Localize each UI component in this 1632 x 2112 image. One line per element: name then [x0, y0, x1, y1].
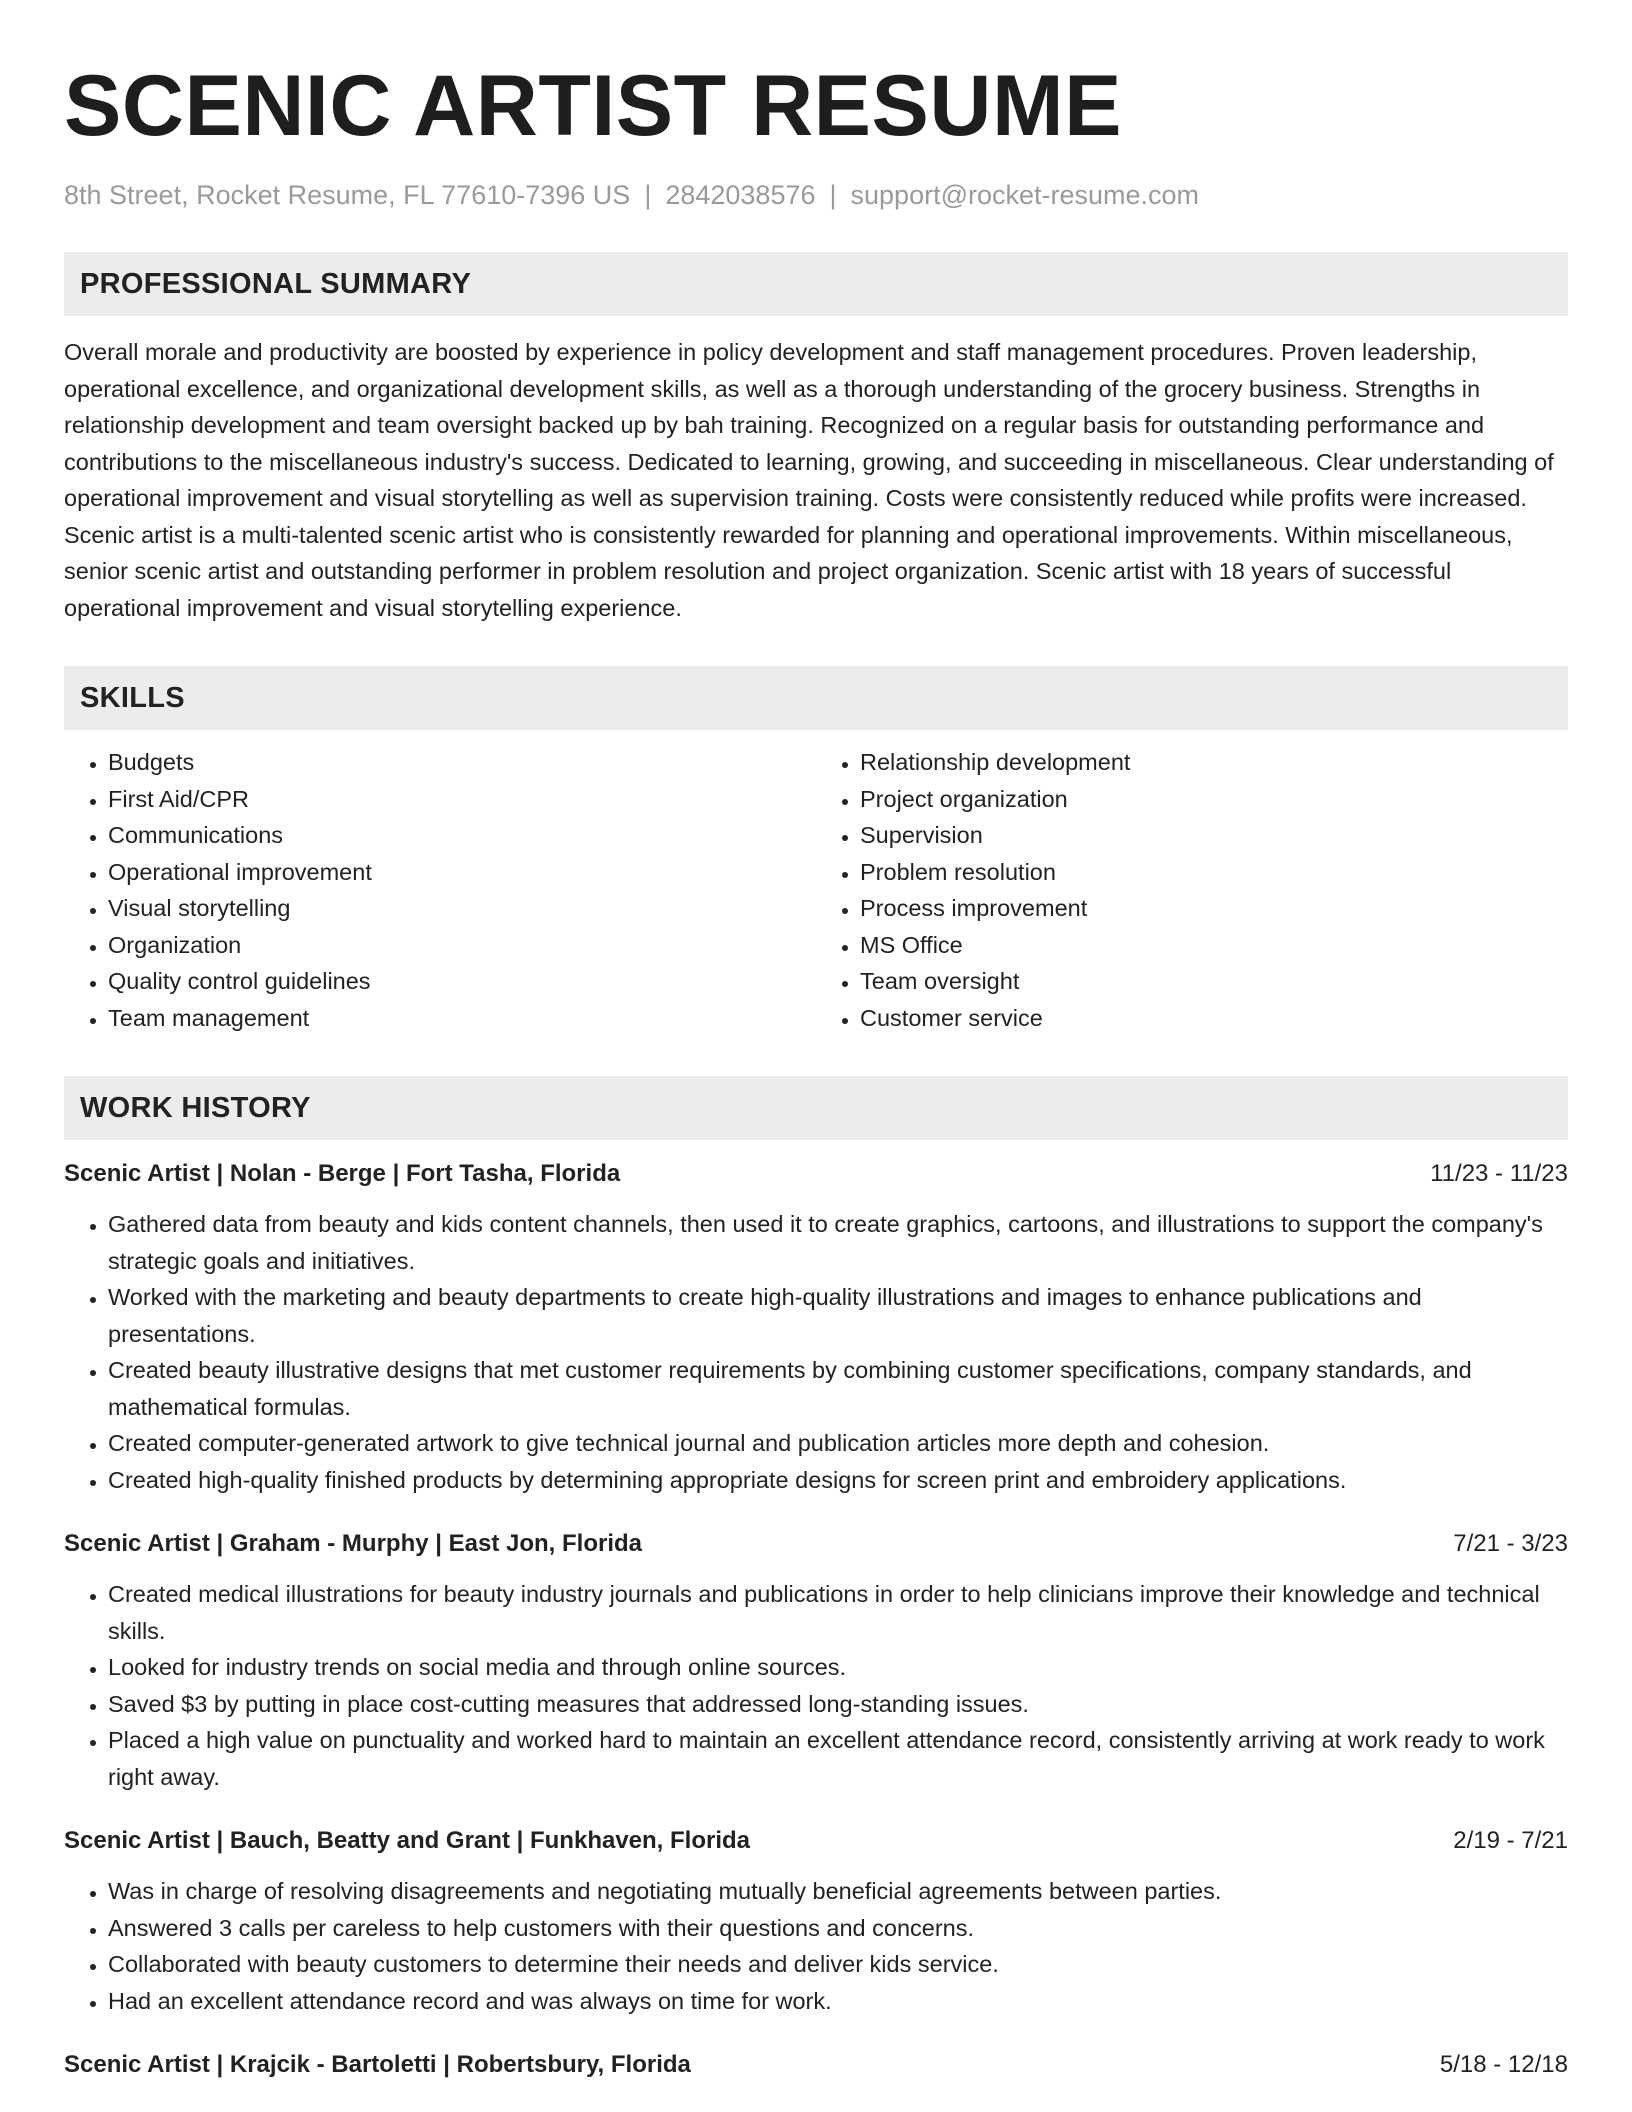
- job-dates: 11/23 - 11/23: [1430, 1160, 1568, 1187]
- contact-line: [64, 178, 1568, 212]
- contact-address: 8th Street, Rocket Resume, FL 77610-7396 US: [64, 180, 631, 210]
- skills-column-left: [64, 744, 816, 1036]
- skill-item: • Organization: [108, 927, 816, 964]
- job-bullet: • Created medical illustrations for beauty industry journals and publications in order to help clinicians improve their knowledge and technical skills.: [108, 1576, 1568, 1649]
- skill-item: • Relationship development: [860, 744, 1568, 781]
- job-title: Scenic Artist | Krajcik - Bartoletti | Robertsbury, Florida: [64, 2051, 691, 2078]
- skill-item: • Supervision: [860, 817, 1568, 854]
- job-bullet: • Placed a high value on punctuality and worked hard to maintain an excellent attendance record, consistently arriving at work ready to work right away.: [108, 1722, 1568, 1795]
- contact-phone: 2842038576: [665, 180, 816, 210]
- job-bullet: • Created beauty illustrative designs that met customer requirements by combining customer specifications, company standards, and mathematical formulas.: [108, 1352, 1568, 1425]
- contact-email: support@rocket-resume.com: [850, 180, 1200, 210]
- section-header-work-history: WORK HISTORY: [64, 1076, 1568, 1140]
- skill-item: • Visual storytelling: [108, 890, 816, 927]
- job-bullet: • Created computer-generated artwork to give technical journal and publication articles more depth and cohesion.: [108, 1425, 1568, 1462]
- skill-item: • Project organization: [860, 781, 1568, 818]
- job-title: Scenic Artist | Nolan - Berge | Fort Tasha, Florida: [64, 1160, 621, 1187]
- skill-item: • Problem resolution: [860, 854, 1568, 891]
- skill-item: • Team management: [108, 1000, 816, 1037]
- job-bullet: • Collaborated with beauty customers to determine their needs and deliver kids service.: [108, 1946, 1568, 1983]
- job-entry: [64, 2047, 1568, 2083]
- job-title: Scenic Artist | Bauch, Beatty and Grant | Funkhaven, Florida: [64, 1827, 751, 1854]
- skill-item: • Customer service: [860, 1000, 1568, 1037]
- job-entry: [64, 1156, 1568, 1498]
- job-bullets: [64, 1873, 1568, 2019]
- skill-item: • Process improvement: [860, 890, 1568, 927]
- job-bullet: • Looked for industry trends on social media and through online sources.: [108, 1649, 1568, 1686]
- resume-title: SCENIC ARTIST RESUME: [64, 58, 1122, 154]
- job-bullets: [64, 1206, 1568, 1498]
- contact-separator: |: [829, 180, 837, 210]
- job-dates: 7/21 - 3/23: [1453, 1530, 1568, 1557]
- job-dates: 5/18 - 12/18: [1439, 2051, 1568, 2078]
- skills-column-right: [816, 744, 1568, 1036]
- skill-item: • Team oversight: [860, 963, 1568, 1000]
- skill-item: • Communications: [108, 817, 816, 854]
- job-bullet: • Was in charge of resolving disagreements and negotiating mutually beneficial agreements between parties.: [108, 1873, 1568, 1910]
- skill-item: • Quality control guidelines: [108, 963, 816, 1000]
- section-header-summary: PROFESSIONAL SUMMARY: [64, 252, 1568, 316]
- job-bullet: • Answered 3 calls per careless to help customers with their questions and concerns.: [108, 1910, 1568, 1947]
- skill-item: • First Aid/CPR: [108, 781, 816, 818]
- job-bullet: • Worked with the marketing and beauty departments to create high-quality illustrations and images to enhance publications and presentations.: [108, 1279, 1568, 1352]
- summary-text: Overall morale and productivity are boosted by experience in policy development and staff management procedures. Proven leadership, operational excellence, and organizational development skills, as well as a thorough understanding of the grocery business. Strengths in relationship development and team oversight backed up by bah training. Recognized on a regular basis for outstanding performance and contributions to the miscellaneous industry's success. Dedicated to learning, growing, and succeeding in miscellaneous. Clear understanding of operational improvement and visual storytelling as well as supervision training. Costs were consistently reduced while profits were increased. Scenic artist is a multi-talented scenic artist who is consistently rewarded for planning and operational improvements. Within miscellaneous, senior scenic artist and outstanding performer in problem resolution and project organization. Scenic artist with 18 years of successful operational improvement and visual storytelling experience.: [64, 339, 1554, 621]
- job-header: [64, 1823, 1568, 1859]
- job-bullet: • Had an excellent attendance record and was always on time for work.: [108, 1983, 1568, 2020]
- job-header: [64, 1156, 1568, 1192]
- section-header-skills: SKILLS: [64, 666, 1568, 730]
- job-bullets: [64, 1576, 1568, 1795]
- job-dates: 2/19 - 7/21: [1453, 1827, 1568, 1854]
- skill-item: • Budgets: [108, 744, 816, 781]
- skills-list: [64, 744, 1568, 1036]
- skill-item: • MS Office: [860, 927, 1568, 964]
- job-bullet: • Gathered data from beauty and kids content channels, then used it to create graphics, cartoons, and illustrations to support the company's strategic goals and initiatives.: [108, 1206, 1568, 1279]
- job-entry: [64, 1823, 1568, 2019]
- job-bullet: • Created high-quality finished products by determining appropriate designs for screen print and embroidery applications.: [108, 1462, 1568, 1499]
- job-entry: [64, 1526, 1568, 1795]
- contact-separator: |: [644, 180, 652, 210]
- job-header: [64, 2047, 1568, 2083]
- job-bullet: • Saved $3 by putting in place cost-cutting measures that addressed long-standing issues.: [108, 1686, 1568, 1723]
- job-header: [64, 1526, 1568, 1562]
- job-title: Scenic Artist | Graham - Murphy | East Jon, Florida: [64, 1530, 642, 1557]
- skill-item: • Operational improvement: [108, 854, 816, 891]
